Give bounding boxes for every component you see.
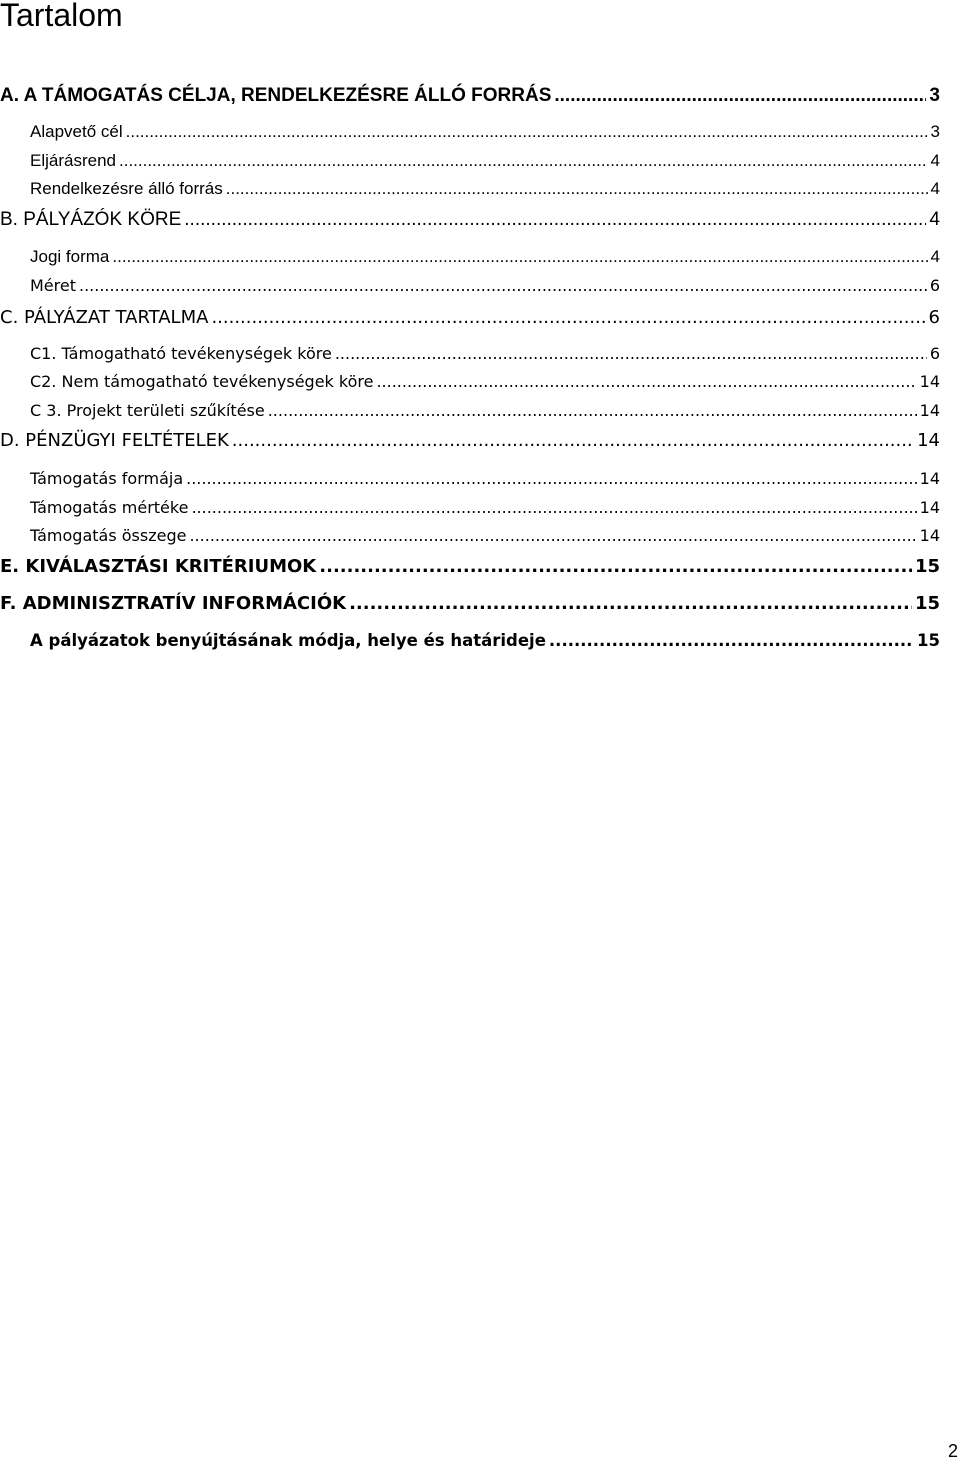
toc-entry-section-d[interactable] — [0, 429, 940, 453]
toc-entry[interactable] — [30, 496, 940, 520]
toc-entry-section-e[interactable] — [0, 555, 940, 579]
toc-entry-page: 14 — [919, 401, 940, 420]
toc-entry-page: 3 — [929, 85, 940, 106]
toc-leader-dots — [126, 120, 928, 144]
toc-entry[interactable] — [30, 467, 940, 491]
toc-leader-dots — [232, 429, 914, 453]
toc-leader-dots — [112, 245, 927, 269]
toc-entry-label: Rendelkezésre álló forrás — [30, 179, 223, 198]
toc-entry-label: Támogatás formája — [30, 469, 184, 488]
page-number: 2 — [947, 1441, 958, 1461]
toc-entry-page: 4 — [930, 151, 940, 170]
toc-entry-page: 3 — [930, 122, 940, 141]
toc-leader-dots — [319, 555, 912, 579]
toc-entry-page: 15 — [914, 593, 940, 614]
toc-entry-label: C2. Nem támogatható tevékenységek köre — [30, 372, 374, 391]
toc-leader-dots — [335, 342, 927, 366]
toc-entry[interactable] — [30, 399, 940, 423]
toc-entry-page: 6 — [928, 307, 940, 328]
toc-entry-page: 14 — [917, 430, 940, 451]
toc-entry[interactable] — [30, 629, 940, 653]
toc-leader-dots — [226, 177, 928, 201]
toc-leader-dots — [186, 467, 917, 491]
toc-entry-page: 14 — [919, 498, 940, 517]
toc-leader-dots — [549, 629, 914, 653]
toc-entry-label: A pályázatok benyújtásának módja, helye és határideje — [30, 631, 546, 650]
toc-leader-dots — [554, 84, 926, 108]
toc-entry-section-f[interactable] — [0, 592, 940, 616]
toc-entry-label: B. PÁLYÁZÓK KÖRE — [0, 209, 182, 230]
toc-leader-dots — [191, 496, 916, 520]
toc-entry[interactable] — [30, 120, 940, 144]
page-title: Tartalom — [0, 0, 123, 33]
toc-entry-page: 4 — [930, 179, 940, 198]
toc-leader-dots — [119, 149, 928, 173]
toc-entry-label: C. PÁLYÁZAT TARTALMA — [0, 307, 209, 328]
toc-entry-page: 14 — [919, 372, 940, 391]
toc-entry-section-b[interactable] — [0, 208, 940, 232]
toc-entry-page: 14 — [919, 469, 940, 488]
toc-leader-dots — [268, 399, 917, 423]
toc-leader-dots — [349, 592, 912, 616]
toc-entry-label: F. ADMINISZTRATÍV INFORMÁCIÓK — [0, 593, 347, 614]
toc-entry-page: 6 — [929, 276, 940, 295]
toc-entry[interactable] — [30, 149, 940, 173]
toc-entry-label: C 3. Projekt területi szűkítése — [30, 401, 265, 420]
toc-entry[interactable] — [30, 245, 940, 269]
toc-entry-label: C1. Támogatható tevékenységek köre — [30, 344, 332, 363]
toc-entry-page: 15 — [917, 631, 940, 650]
toc-entry[interactable] — [30, 524, 940, 548]
toc-leader-dots — [79, 274, 927, 298]
toc-entry-label: Támogatás mértéke — [30, 498, 189, 517]
toc-entry-section-a[interactable] — [0, 84, 940, 108]
toc-entry-page: 4 — [930, 247, 940, 266]
toc-leader-dots — [211, 306, 925, 330]
toc-entry-page: 14 — [919, 526, 940, 545]
toc-entry-label: Eljárásrend — [30, 151, 116, 170]
toc-entry[interactable] — [30, 177, 940, 201]
toc-leader-dots — [189, 524, 916, 548]
toc-leader-dots — [184, 208, 926, 232]
toc-entry-label: D. PÉNZÜGYI FELTÉTELEK — [0, 430, 229, 451]
toc-entry-label: Alapvető cél — [30, 122, 123, 141]
toc-entry-page: 4 — [929, 209, 940, 230]
toc-entry[interactable] — [30, 370, 940, 394]
toc-entry-label: Méret — [30, 276, 76, 295]
toc-entry-page: 15 — [914, 556, 940, 577]
toc-entry[interactable] — [30, 274, 940, 298]
toc-entry-label: Támogatás összege — [30, 526, 187, 545]
toc-entry-page: 6 — [929, 344, 940, 363]
toc-entry-section-c[interactable] — [0, 306, 940, 330]
toc-entry-label: E. KIVÁLASZTÁSI KRITÉRIUMOK — [0, 556, 317, 577]
toc-entry-label: A. A TÁMOGATÁS CÉLJA, RENDELKEZÉSRE ÁLLÓ FORRÁS — [0, 85, 552, 106]
toc-entry[interactable] — [30, 342, 940, 366]
toc-entry-label: Jogi forma — [30, 247, 110, 266]
toc-leader-dots — [376, 370, 916, 394]
